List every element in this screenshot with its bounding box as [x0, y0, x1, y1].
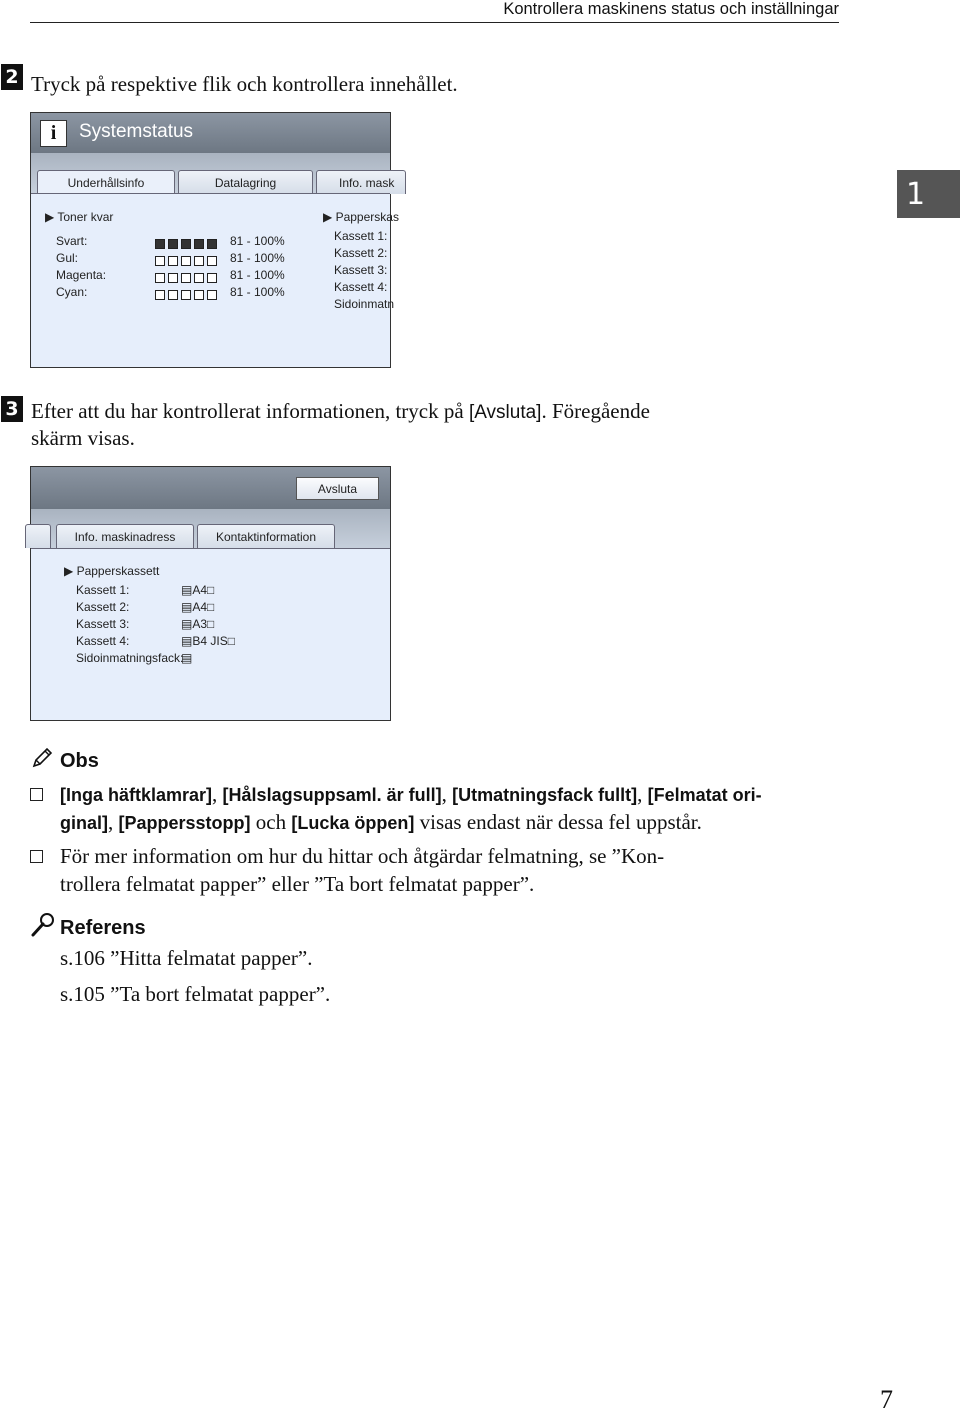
paper-tray-heading — [64, 564, 159, 578]
separator: , — [108, 810, 119, 834]
toner-segment — [181, 290, 191, 300]
tray-label: Kassett 2: — [334, 246, 388, 260]
system-status-screen — [30, 112, 399, 368]
tab-baseline — [31, 193, 390, 194]
paper-tray-heading — [323, 210, 399, 224]
toner-segment — [155, 239, 165, 249]
reference-link[interactable]: s.105 ”Ta bort felmatat papper”. — [60, 982, 331, 1006]
tab-machine-info[interactable]: Info. mask — [316, 170, 406, 194]
toner-segment — [194, 273, 204, 283]
obs-item-1-tail: visas endast när dessa fel uppstår. — [414, 810, 702, 834]
tab-maintenance-info[interactable]: Underhållsinfo — [37, 170, 175, 194]
tray-size: A4 — [192, 583, 208, 597]
conjunction: och — [250, 810, 292, 834]
toner-level-black: 81 - 100% — [230, 234, 285, 248]
toner-segment — [207, 273, 217, 283]
toner-segment — [181, 273, 191, 283]
pencil-icon — [30, 746, 54, 770]
toner-segment — [194, 290, 204, 300]
key-paper-jam: [Pappersstopp] — [118, 813, 251, 833]
toner-segment — [207, 239, 217, 249]
toner-segment — [207, 290, 217, 300]
chapter-tab: 1 — [897, 170, 960, 218]
triangle-right-icon: ▶ — [64, 564, 74, 578]
toner-label-yellow: Gul: — [56, 251, 79, 265]
toner-segment — [181, 256, 191, 266]
toner-gauge-yellow — [155, 252, 220, 270]
toner-level-yellow: 81 - 100% — [230, 251, 285, 265]
bullet-checkbox-icon — [30, 788, 43, 801]
tray-value — [181, 634, 235, 648]
step-number-3: 3 — [1, 396, 23, 422]
paper-tray-heading-label: Papperskassett — [76, 564, 160, 578]
tray-value — [181, 583, 214, 597]
tray-label: Kassett 2: — [76, 600, 130, 614]
key-output-tray-full: [Utmatningsfack fullt] — [452, 785, 638, 805]
tab-previous[interactable] — [25, 524, 51, 548]
paper-orientation-icon: □ — [227, 634, 235, 648]
step-number-2: 2 — [1, 64, 23, 90]
toner-segment — [155, 290, 165, 300]
tray-size: A4 — [192, 600, 208, 614]
step-3-text-line2: skärm visas. — [31, 426, 135, 450]
toner-segment — [155, 273, 165, 283]
toner-label-cyan: Cyan: — [56, 285, 88, 299]
info-icon: i — [40, 120, 67, 147]
tab-machine-address[interactable]: Info. maskinadress — [56, 524, 194, 548]
toner-segment — [194, 256, 204, 266]
key-misfed-original-part1: [Felmatat ori- — [647, 785, 762, 805]
key-punch-full: [Hålslagsuppsaml. är full] — [222, 785, 442, 805]
paper-orientation-icon: □ — [207, 600, 215, 614]
tray-size: A3 — [192, 617, 208, 631]
separator: , — [212, 782, 223, 806]
paper-tray-heading-label: Papperskas — [335, 210, 399, 224]
running-header: Kontrollera maskinens status och inställningar — [503, 0, 839, 18]
tray-label: Kassett 3: — [76, 617, 130, 631]
toner-label-black: Svart: — [56, 234, 88, 248]
paper-orientation-icon: □ — [207, 583, 215, 597]
key-no-staples: [Inga häftklamrar] — [60, 785, 213, 805]
toner-segment — [207, 256, 217, 266]
paper-orientation-icon: □ — [207, 617, 215, 631]
screen-title: Systemstatus — [79, 121, 194, 142]
obs-item-2-line-1: För mer information om hur du hittar och åtgärdar felmatning, se ”Kon- — [60, 844, 665, 868]
tray-label: Kassett 3: — [334, 263, 388, 277]
tray-label: Kassett 1: — [334, 229, 388, 243]
toner-segment — [155, 256, 165, 266]
tab-baseline — [31, 548, 390, 549]
tray-value — [181, 600, 214, 614]
key-cover-open: [Lucka öppen] — [291, 813, 415, 833]
tray-label: Kassett 4: — [76, 634, 130, 648]
triangle-right-icon: ▶ — [323, 210, 333, 224]
toner-segment — [168, 273, 178, 283]
toner-segment — [168, 256, 178, 266]
toner-heading-label: Toner kvar — [57, 210, 114, 224]
key-misfed-original-part2: ginal] — [60, 813, 108, 833]
tray-label: Sidoinmatningsfack: — [76, 651, 184, 665]
magnifier-icon — [30, 912, 56, 938]
obs-item-1-line-1 — [60, 780, 762, 809]
paper-tray-screen — [30, 466, 391, 721]
exit-button[interactable]: Avsluta — [296, 477, 379, 500]
bullet-checkbox-icon — [30, 850, 43, 863]
step-3-suffix: . Föregående — [541, 399, 650, 423]
toner-segment — [168, 239, 178, 249]
toner-gauge-magenta — [155, 269, 220, 287]
screen-title-bar — [31, 113, 390, 153]
step-3-prefix: Efter att du har kontrollerat informationen, tryck på — [31, 399, 469, 423]
toner-level-cyan: 81 - 100% — [230, 285, 285, 299]
separator: , — [441, 782, 453, 806]
step-2-text: Tryck på respektive flik och kontrollera innehållet. — [31, 72, 458, 96]
tray-value — [181, 651, 192, 665]
toner-gauge-cyan — [155, 286, 220, 304]
separator: , — [637, 782, 648, 806]
toner-segment — [194, 239, 204, 249]
tray-icon: ▤ — [181, 617, 193, 631]
header-divider — [30, 22, 839, 23]
page-number: 7 — [880, 1385, 893, 1414]
tray-icon: ▤ — [181, 600, 193, 614]
toner-heading — [45, 210, 113, 224]
tray-icon: ▤ — [181, 634, 193, 648]
step-3-text-line1 — [31, 398, 650, 426]
tray-label: Sidoinmatn — [334, 297, 395, 311]
obs-item-1-line-2 — [60, 808, 702, 837]
triangle-right-icon: ▶ — [45, 210, 55, 224]
toner-level-magenta: 81 - 100% — [230, 268, 285, 282]
obs-item-2-line-2: trollera felmatat papper” eller ”Ta bort felmatat papper”. — [60, 872, 535, 896]
tray-label: Kassett 1: — [76, 583, 130, 597]
toner-segment — [168, 290, 178, 300]
toner-segment — [181, 239, 191, 249]
tray-label: Kassett 4: — [334, 280, 388, 294]
tab-data-storage[interactable]: Datalagring — [178, 170, 313, 194]
toner-gauge-black — [155, 235, 220, 253]
tab-contact-info[interactable]: Kontaktinformation — [197, 524, 335, 548]
toner-label-magenta: Magenta: — [56, 268, 107, 282]
tray-value — [181, 617, 214, 631]
bypass-tray-icon: ▤ — [181, 651, 193, 665]
tray-icon: ▤ — [181, 583, 193, 597]
exit-key-reference: [Avsluta] — [468, 402, 542, 423]
referens-heading: Referens — [60, 917, 146, 939]
tray-size: B4 JIS — [192, 634, 228, 648]
reference-link[interactable]: s.106 ”Hitta felmatat papper”. — [60, 946, 313, 970]
obs-heading: Obs — [60, 750, 99, 772]
